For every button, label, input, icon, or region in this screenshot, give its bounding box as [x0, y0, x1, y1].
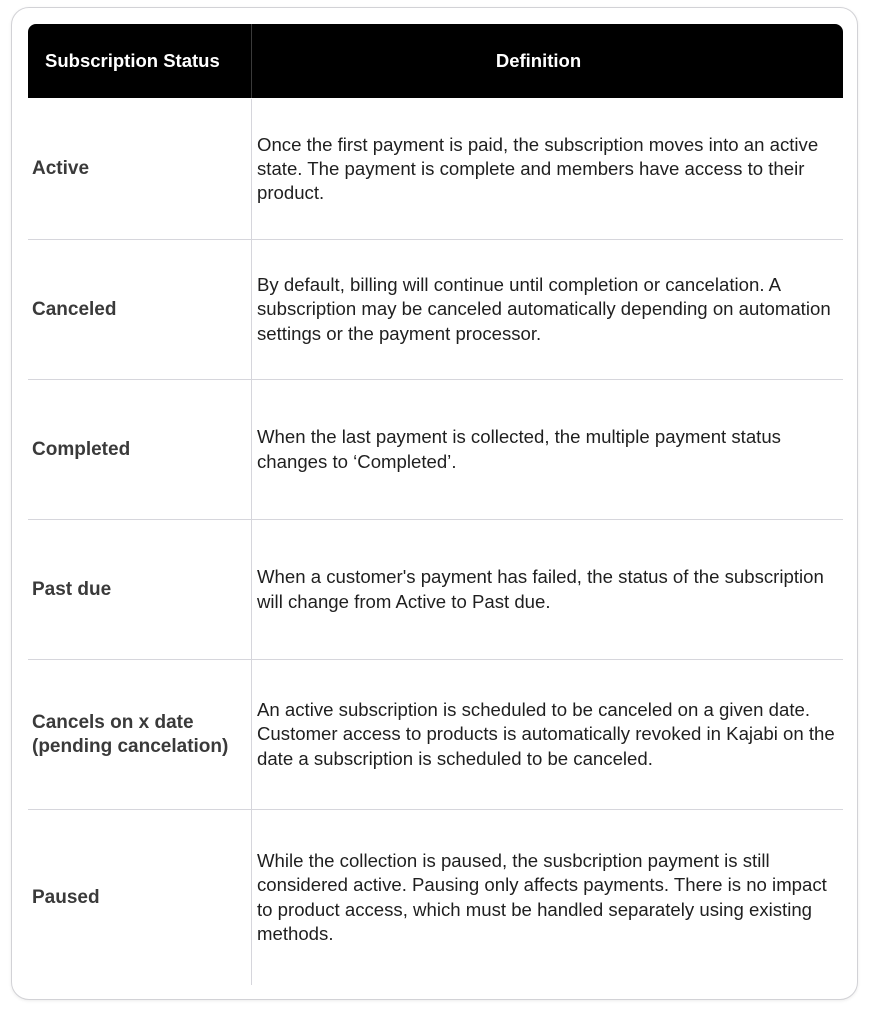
status-cell: Active [28, 99, 252, 239]
status-cell: Completed [28, 380, 252, 519]
definition-cell: By default, billing will continue until completion or cancelation. A subscription may be canceled automatically depending on automation settings or the payment processor. [257, 274, 831, 344]
subscription-status-table [28, 24, 843, 985]
table-row [28, 660, 843, 810]
definition-cell: An active subscription is scheduled to be canceled on a given date. Customer access to products is automatically revoked in Kajabi on the date a subscription is scheduled to be canceled. [257, 699, 835, 769]
header-definition: Definition [495, 50, 582, 71]
table-row [28, 380, 843, 520]
definition-cell: Once the first payment is paid, the subscription moves into an active state. The payment is complete and members have access to their product. [257, 133, 819, 204]
status-cell: Canceled [28, 240, 252, 379]
table-row [28, 240, 843, 380]
status-cell: Past due [28, 520, 252, 659]
definition-cell: When the last payment is collected, the multiple payment status changes to ‘Completed’. [257, 426, 781, 472]
status-cell: Paused [28, 810, 252, 985]
table-row [28, 520, 843, 660]
table-row [28, 810, 843, 985]
table-header [28, 24, 843, 98]
table-row [28, 99, 843, 240]
definition-cell: While the collection is paused, the susbcription payment is still considered active. Pausing only affects payments. There is no impact to product access, which must be handled separately using existing methods. [257, 849, 827, 944]
header-subscription-status: Subscription Status [28, 24, 252, 98]
definition-cell: When a customer's payment has failed, the status of the subscription will change from Active to Past due. [257, 566, 824, 612]
status-cell: Cancels on x date (pending cancelation) [28, 660, 252, 809]
